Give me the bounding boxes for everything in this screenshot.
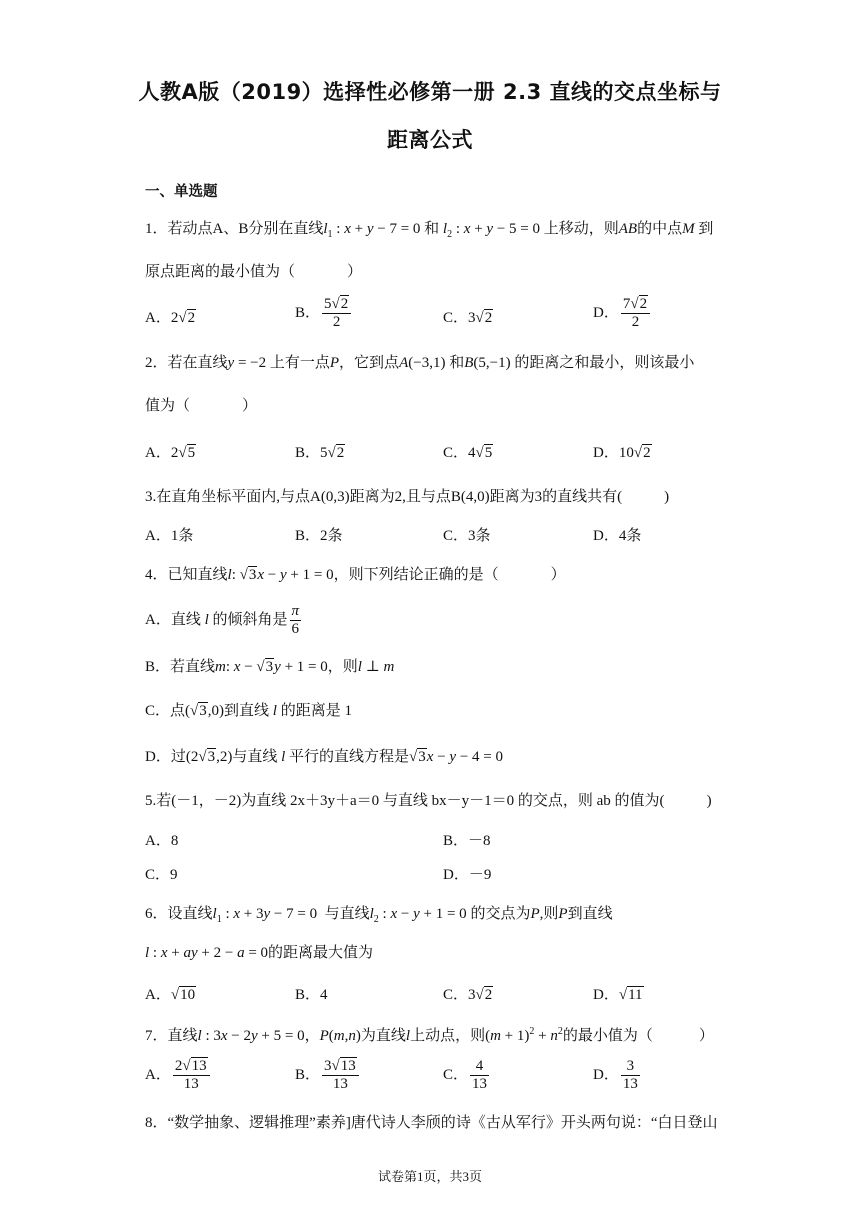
question-7-option-b: B． $\frac{3√13}{13}$ <box>295 1058 361 1094</box>
section-heading: 一、单选题 <box>145 184 218 200</box>
question-2-option-b: B．5√2 <box>295 445 345 461</box>
question-6-stem-cont: l : x + ay + 2 − a = 0的距离最大值为 <box>145 945 374 961</box>
question-3-option-a: A．1条 <box>145 528 194 544</box>
document-title-line1: 人教A版（2019）选择性必修第一册 2.3 直线的交点坐标与 <box>138 80 722 104</box>
question-8-stem: 8．“数学抽象、逻辑推理”素养]唐代诗人李颀的诗《古从军行》开头两句说：“白日登山 <box>145 1115 718 1131</box>
question-2-option-d: D．10√2 <box>593 445 651 461</box>
question-1-stem-cont: 原点距离的最小值为（ ） <box>145 264 363 280</box>
question-4-stem: 4．已知直线l: √3x − y + 1 = 0，则下列结论正确的是（ ） <box>145 567 566 583</box>
question-6-stem: 6．设直线$l_1$ : x + 3y − 7 = 0 与直线$l_2$ : x − y + 1 = 0 的交点为P,则P到直线 <box>145 906 613 925</box>
question-6-option-d: D．√11 <box>593 987 643 1003</box>
question-3-option-b: B．2条 <box>295 528 343 544</box>
question-5-option-d: D．－9 <box>443 867 492 883</box>
question-5-option-c: C．9 <box>145 867 178 883</box>
question-2-stem-cont: 值为（ ） <box>145 398 258 414</box>
question-2-stem: 2．若在直线y = −2 上有一点P，它到点A(−3,1) 和B(5,−1) 的距离之和最小，则该最小 <box>145 355 695 371</box>
question-7-option-c: C． $\frac{4}{13}$ <box>443 1058 488 1093</box>
question-1-option-d: D． $\frac{7√2}{2}$ <box>593 296 652 332</box>
question-7-option-d: D． $\frac{3}{13}$ <box>593 1058 638 1093</box>
question-6-option-a: A．√10 <box>145 987 196 1003</box>
document-title-line2: 距离公式 <box>387 128 473 152</box>
question-1-option-c: C．3√2 <box>443 310 493 326</box>
question-7-stem: 7．直线l : 3x − 2y + 5 = 0，P(m,n)为直线l上动点，则$(m + 1)^2 + n^2$的最小值为（ ） <box>145 1026 714 1044</box>
question-5-option-a: A．8 <box>145 833 179 849</box>
page-footer: 试卷第1页，共3页 <box>377 1169 482 1184</box>
question-2-option-c: C．4√5 <box>443 445 493 461</box>
question-4-option-c: C．点(√3,0)到直线 l 的距离是 1 <box>145 703 352 719</box>
question-1-stem: 1．若动点A、B分别在直线$l_1$ : x + y − 7 = 0 和 $l_2$ : x + y − 5 = 0 上移动，则AB的中点M 到 <box>145 221 714 240</box>
question-1-option-b: B． $\frac{5√2}{2}$ <box>295 296 353 332</box>
question-3-option-d: D．4条 <box>593 528 642 544</box>
question-3-stem: 3.在直角坐标平面内,与点A(0,3)距离为2,且与点B(4,0)距离为3的直线共有( ) <box>145 489 670 505</box>
question-1-option-a: A．2√2 <box>145 310 196 326</box>
question-4-option-b: B．若直线m: x − √3y + 1 = 0，则l ⊥ m <box>145 659 395 675</box>
question-6-option-c: C．3√2 <box>443 987 493 1003</box>
question-3-option-c: C．3条 <box>443 528 491 544</box>
question-5-stem: 5.若(－1，－2)为直线 2x＋3y＋a＝0 与直线 bx－y－1＝0 的交点，则 ab 的值为( ) <box>145 793 712 809</box>
question-4-option-d: D．过(2√3,2)与直线 l 平行的直线方程是√3x − y − 4 = 0 <box>145 749 503 765</box>
question-7-option-a: A． $\frac{2√13}{13}$ <box>145 1058 212 1094</box>
question-5-option-b: B．－8 <box>443 833 491 849</box>
question-6-option-b: B．4 <box>295 987 328 1003</box>
question-2-option-a: A．2√5 <box>145 445 196 461</box>
question-4-option-a: A．直线 l 的倾斜角是 $\frac{\pi}{6}$ <box>145 603 300 638</box>
